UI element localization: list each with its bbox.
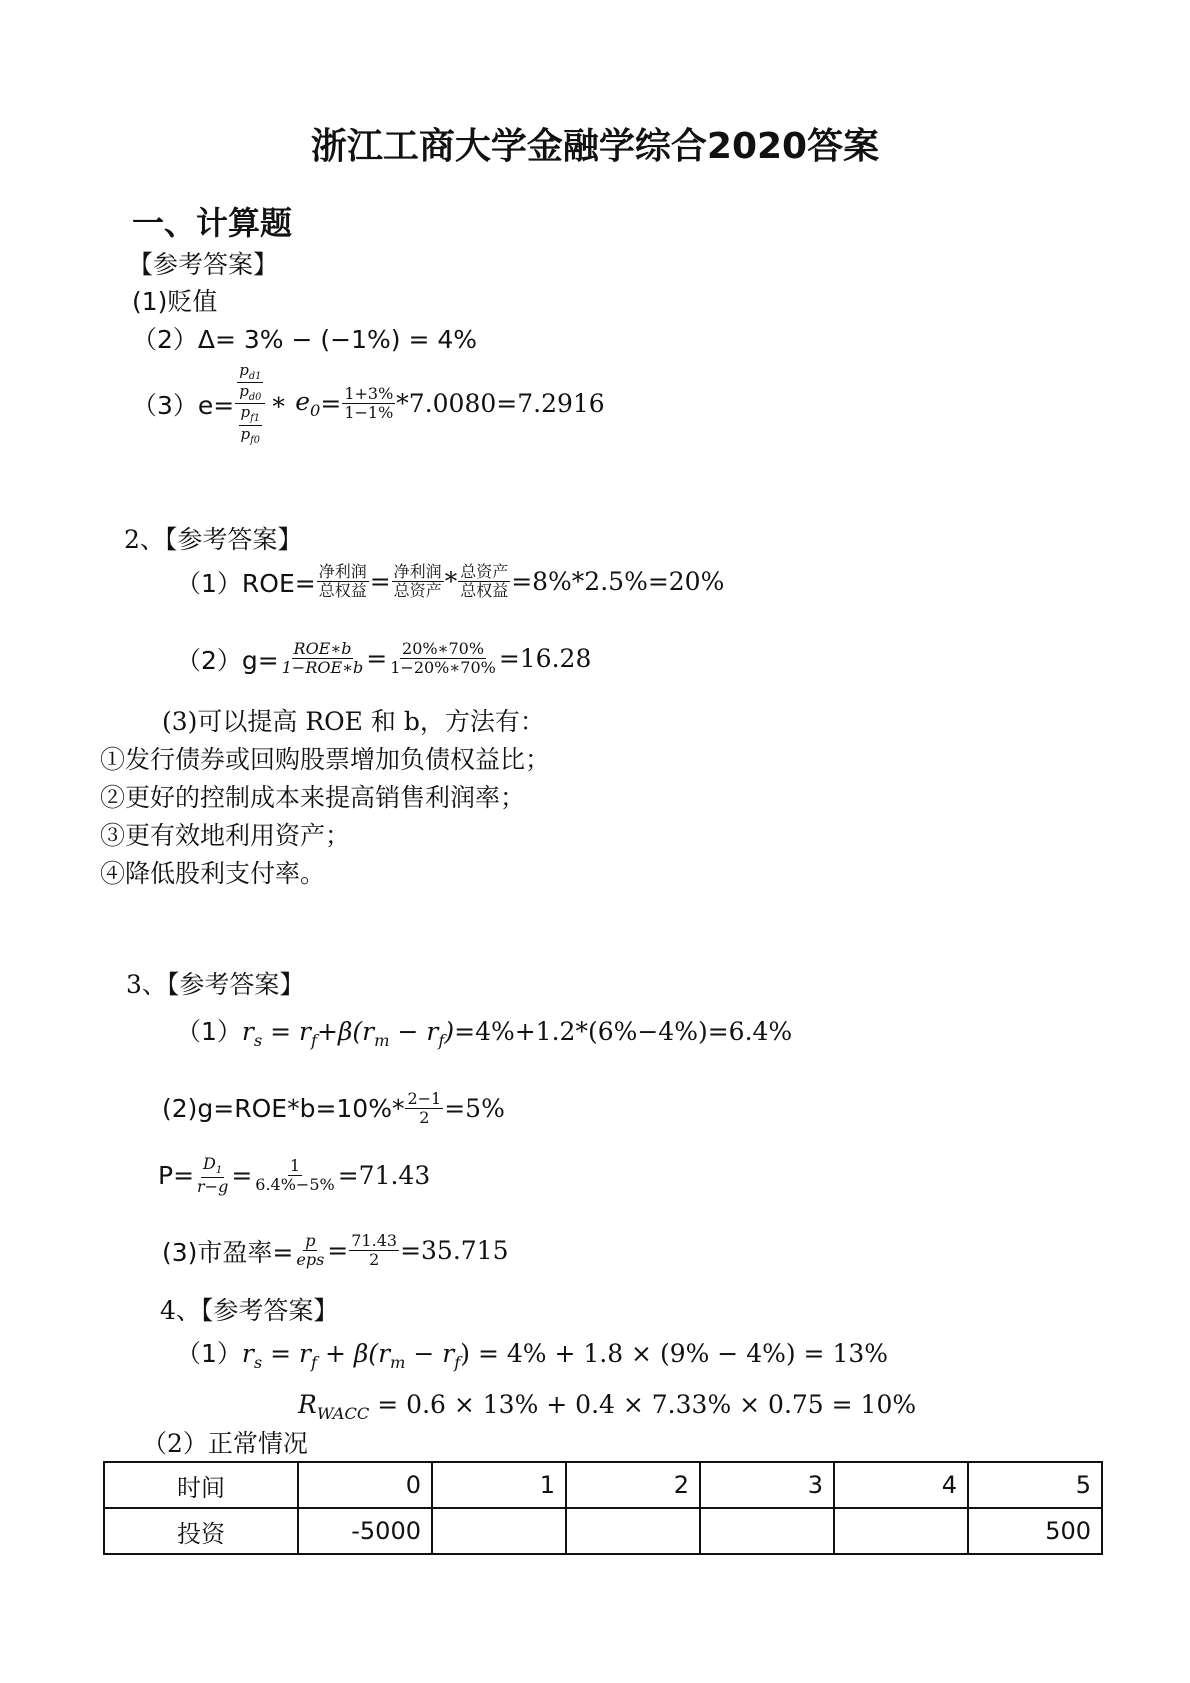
table-cell: 投资 — [104, 1508, 298, 1554]
table-cell: 500 — [968, 1508, 1102, 1554]
q3-part1: $(1)r_s = r_f+\beta(r_m - r_f)=4\%+1.2*(6\%-4\%)=6.4\%$ — [176, 1017, 793, 1050]
q2-item: ③更有效地利用资产； — [100, 821, 351, 850]
page-title: 浙江工商大学金融学综合2020答案 — [310, 126, 880, 167]
table-row — [104, 1462, 1102, 1508]
cashflow-table — [103, 1461, 1103, 1555]
table-cell: 5 — [968, 1462, 1102, 1508]
q2-item: ①发行债券或回购股票增加负债权益比； — [100, 745, 551, 774]
table-row — [104, 1508, 1102, 1554]
table-cell: 2 — [566, 1462, 700, 1508]
q2-item: ②更好的控制成本来提高销售利润率； — [100, 783, 526, 812]
q2-part3: (3)可以提高 ROE 和 b，方法有： — [162, 707, 545, 736]
q4-part1: $(1)r_s = r_f + \beta(r_m - r_f) = 4\% + 1.8 \times (9\% - 4\%) = 13\%$ — [176, 1339, 889, 1372]
q1-part1: (1)贬值 — [132, 287, 218, 316]
q1-nested-fraction: $\frac{\frac{p_{d1}}{p_{d0}}}{\frac{p_{f1}}{p_{f0}}}$ — [235, 362, 265, 446]
q4-part2: （2）正常情况 — [142, 1429, 308, 1458]
q1-part2: （2）Δ= 3% − (−1%) = 4% — [132, 325, 478, 354]
table-cell: 4 — [834, 1462, 968, 1508]
q2-part1: （1）ROE= $\frac{\text{净利润}}{\text{总权益}}$ = $\frac{\text{净利润}}{\text{总资产}}$ * $\frac{\text{总资产}}{\text{总权益}}$ =8%*2.5%=20% — [176, 562, 725, 601]
table-cell — [700, 1508, 834, 1554]
table-cell — [566, 1508, 700, 1554]
q4-wacc: $R_{WACC} = 0.6 \times 13\% + 0.4 \times 7.33\% \times 0.75 = 10\%$ — [298, 1390, 917, 1423]
table-cell — [834, 1508, 968, 1554]
q3-part2: (2)g=ROE*b=10%* $\frac{2-1}{2}$ =5% — [162, 1089, 505, 1128]
q2-item: ④降低股利支付率。 — [100, 859, 326, 888]
q2-ref: 2、【参考答案】 — [124, 525, 303, 554]
table-cell — [432, 1508, 566, 1554]
q2-part2: （2）g= $\frac{\text{ROE∗b}}{\text{1−ROE∗b}}$ = $\frac{20\%∗70\%}{1-20\%∗70\%}$ =16.28 — [176, 639, 592, 678]
q4-ref: 4、【参考答案】 — [160, 1296, 339, 1325]
q1-ref: 【参考答案】 — [128, 250, 279, 279]
q3-ref: 3、【参考答案】 — [126, 970, 305, 999]
table-cell: 1 — [432, 1462, 566, 1508]
q3-price: P= $\frac{D_1}{r-g}$ = $\frac{1}{6.4\%-5\%}$ =71.43 — [158, 1154, 431, 1197]
table-cell: -5000 — [298, 1508, 432, 1554]
q3-part3: (3)市盈率= $\frac{p}{\text{eps}}$ = $\frac{71.43}{2}$ =35.715 — [162, 1231, 509, 1270]
table-cell: 0 — [298, 1462, 432, 1508]
q1-part3: （3）e= $\frac{\frac{p_{d1}}{p_{d0}}}{\frac{p_{f1}}{p_{f0}}}$ ∗ $e_0$ = $\frac{1+3\%}{1-1\%}$ *7.0080=7.2916 — [132, 361, 605, 446]
table-cell: 时间 — [104, 1462, 298, 1508]
section-heading: 一、计算题 — [132, 204, 293, 242]
table-cell: 3 — [700, 1462, 834, 1508]
